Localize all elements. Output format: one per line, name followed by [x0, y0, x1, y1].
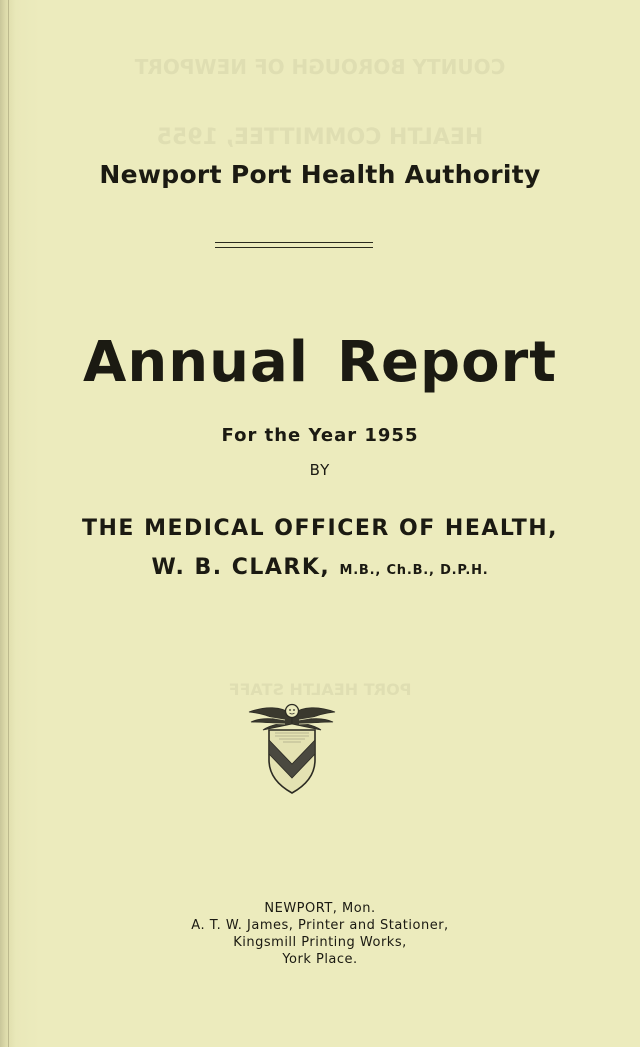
report-year: For the Year 1955: [221, 425, 419, 446]
officer-name: W. B. CLARK,: [151, 555, 331, 580]
show-through-text: PORT HEALTH STAFF: [228, 680, 412, 699]
officer-title: THE MEDICAL OFFICER OF HEALTH,: [81, 516, 559, 541]
title-word-annual: Annual: [83, 330, 309, 395]
authority-heading: Newport Port Health Authority: [99, 160, 541, 189]
imprint-address: York Place.: [282, 952, 358, 967]
imprint-works: Kingsmill Printing Works,: [233, 935, 407, 950]
printer-imprint: [0, 900, 640, 968]
imprint-place: NEWPORT, Mon.: [264, 901, 376, 916]
officer-name-line: [0, 555, 640, 580]
imprint-printer: A. T. W. James, Printer and Stationer,: [191, 918, 449, 933]
officer-qualifications: M.B., Ch.B., D.P.H.: [339, 563, 489, 578]
double-rule-top: [215, 242, 373, 243]
report-title: [0, 330, 640, 395]
title-word-report: Report: [336, 330, 557, 395]
borough-crest-icon: [245, 700, 339, 796]
double-rule-bottom: [215, 247, 373, 248]
by-line: BY: [309, 461, 331, 479]
show-through-text: HEALTH COMMITTEE, 1955: [156, 125, 484, 150]
show-through-text: COUNTY BOROUGH OF NEWPORT: [134, 55, 506, 79]
